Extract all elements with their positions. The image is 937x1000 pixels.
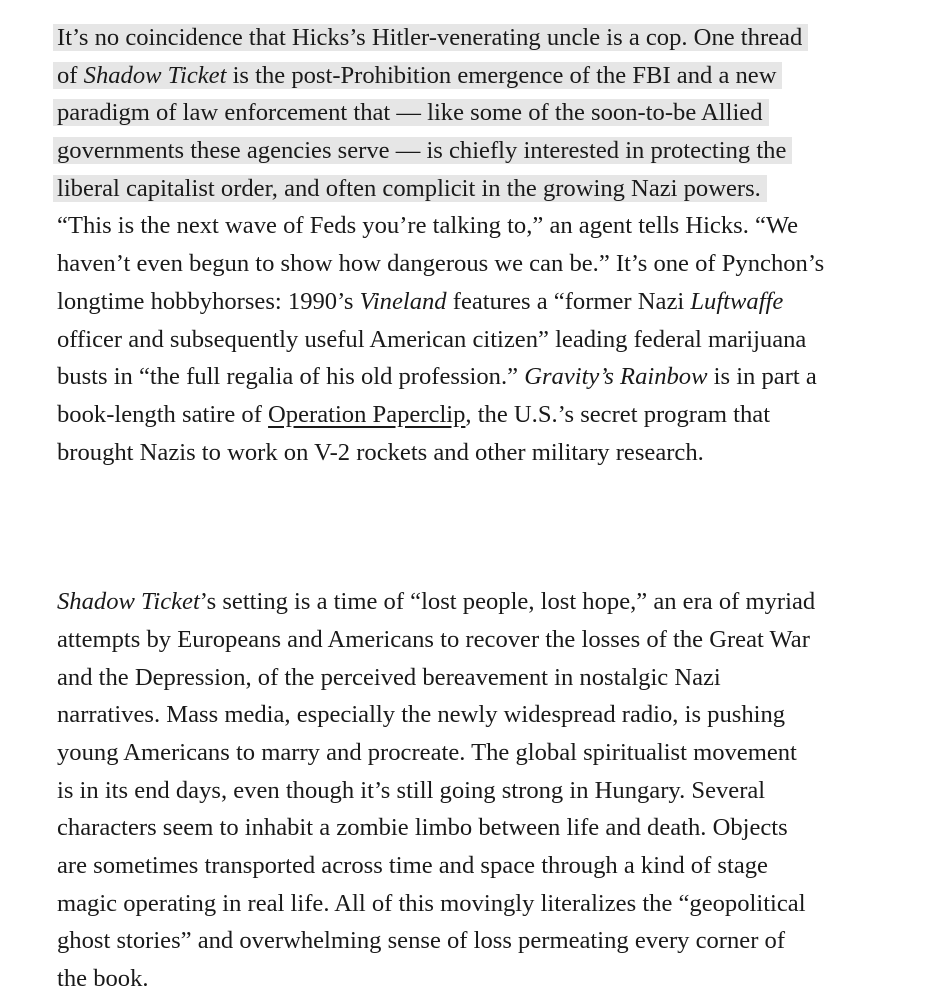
text-run: features a “former Nazi [446,287,691,315]
highlighted-text[interactable] [53,62,782,89]
highlighted-text[interactable]: It’s no coincidence that Hicks’s Hitler-venerating uncle is a cop. One thread [53,24,808,51]
text-line: “This is the next wave of Feds you’re talking to,” an agent tells Hicks. “We [57,212,799,240]
text-line [57,396,897,434]
paragraph-spacer [57,471,897,583]
text-run: busts in “the full regalia of his old profession.” [57,363,525,391]
book-title-vineland: Vineland [359,287,447,315]
text-run: , the U.S.’s secret program that [465,400,771,428]
highlighted-text[interactable]: governments these agencies serve — is chiefly interested in protecting the [53,137,792,164]
text-line: haven’t even begun to show how dangerous we can be.” It’s one of Pynchon’s [57,250,825,278]
text-line [57,170,897,208]
highlighted-text[interactable]: paradigm of law enforcement that — like some of the soon-to-be Allied [53,99,769,126]
text-line [57,132,897,170]
book-title-gravitys-rainbow: Gravity’s Rainbow [524,363,708,391]
book-title-shadow-ticket: Shadow Ticket [83,61,227,89]
text-line [57,57,897,95]
text-run: book-length satire of [57,400,269,428]
text-line: narratives. Mass media, especially the newly widespread radio, is pushing [57,701,786,729]
text-line: the book. [57,965,149,993]
text-line: are sometimes transported across time and space through a kind of stage [57,852,768,880]
text-line: characters seem to inhabit a zombie limbo between life and death. Objects [57,814,788,842]
text-line: ghost stories” and overwhelming sense of loss permeating every corner of [57,927,786,955]
text-run: is in part a [707,363,817,391]
text-line: is in its end days, even though it’s still going strong in Hungary. Several [57,776,766,804]
paragraph-setting-lost-hope [57,583,897,998]
article-body [57,19,897,998]
operation-paperclip-link[interactable]: Operation Paperclip [268,400,466,428]
text-line: attempts by Europeans and Americans to recover the losses of the Great War [57,625,810,653]
term-luftwaffe: Luftwaffe [690,287,784,315]
text-run: is the post-Prohibition emergence of the FBI and a new [226,61,777,89]
text-line: magic operating in real life. All of this movingly literalizes the “geopolitical [57,889,806,917]
text-run: longtime hobbyhorses: 1990’s [57,287,360,315]
text-line [57,19,897,57]
text-line [57,94,897,132]
text-line: young Americans to marry and procreate. The global spiritualist movement [57,739,797,766]
text-line: officer and subsequently useful American citizen” leading federal marijuana [57,325,807,353]
text-line [57,358,897,396]
text-line: and the Depression, of the perceived bereavement in nostalgic Nazi [57,663,721,691]
text-run: of [57,61,84,89]
highlighted-text[interactable]: liberal capitalist order, and often complicit in the growing Nazi powers. [53,175,767,202]
paragraph-fbi-feds [57,19,897,471]
text-run: ’s setting is a time of “lost people, lost hope,” an era of myriad [199,588,816,616]
text-line: brought Nazis to work on V-2 rockets and other military research. [57,438,704,466]
book-title-shadow-ticket: Shadow Ticket [57,588,200,616]
text-line [57,583,897,621]
text-line [57,283,897,321]
